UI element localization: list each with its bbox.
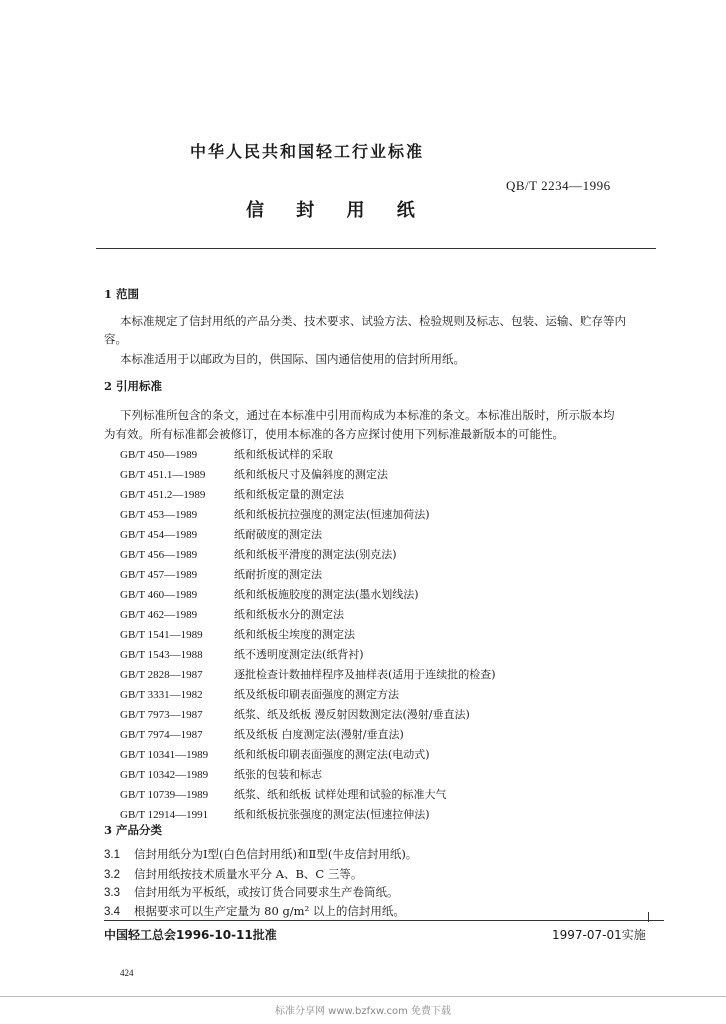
reference-name: 纸不透明度测定法(纸背衬) bbox=[234, 648, 364, 661]
reference-item bbox=[120, 526, 322, 542]
reference-name: 逐批检查计数抽样程序及抽样表(适用于连续批的检查) bbox=[234, 668, 496, 681]
reference-name: 纸张的包装和标志 bbox=[234, 768, 322, 781]
watermark-divider bbox=[0, 996, 726, 997]
reference-code: GB/T 451.1—1989 bbox=[120, 469, 206, 481]
section-1-para1-line1: 本标准规定了信封用纸的产品分类、技术要求、试验方法、检验规则及标志、包装、运输、贮存等内 bbox=[120, 314, 626, 328]
page-number: 424 bbox=[120, 968, 134, 978]
reference-code: GB/T 10341—1989 bbox=[120, 749, 209, 761]
reference-code: GB/T 451.2—1989 bbox=[120, 489, 206, 501]
footer-divider bbox=[104, 920, 664, 921]
reference-item bbox=[120, 506, 430, 522]
reference-code: GB/T 1541—1989 bbox=[120, 629, 203, 641]
reference-code: GB/T 450—1989 bbox=[120, 449, 198, 461]
clause-item bbox=[104, 846, 417, 862]
header-divider-tail bbox=[620, 248, 656, 249]
reference-name: 纸和纸板平滑度的测定法(别克法) bbox=[234, 548, 397, 561]
reference-code: GB/T 460—1989 bbox=[120, 589, 198, 601]
reference-item bbox=[120, 446, 333, 462]
clause-text: 信封用纸按技术质量水平分 A、B、C 三等。 bbox=[134, 867, 363, 881]
reference-code: GB/T 10342—1989 bbox=[120, 769, 209, 781]
section-1-heading: 1 范围 bbox=[104, 287, 140, 301]
reference-item bbox=[120, 786, 447, 802]
reference-code: GB/T 2828—1987 bbox=[120, 669, 203, 681]
clause-item bbox=[104, 903, 405, 919]
section-2-intro-line1: 下列标准所包含的条文，通过在本标准中引用而构成为本标准的条文。本标准出版时，所示版本均 bbox=[120, 408, 615, 422]
header-divider bbox=[96, 248, 656, 249]
standard-category-header: 中华人民共和国轻工行业标准 bbox=[190, 142, 425, 161]
reference-code: GB/T 12914—1991 bbox=[120, 809, 209, 821]
reference-item bbox=[120, 766, 322, 782]
clause-number: 3.1 bbox=[104, 849, 120, 861]
reference-name: 纸和纸板抗张强度的测定法(恒速拉伸法) bbox=[234, 808, 430, 821]
reference-name: 纸耐破度的测定法 bbox=[234, 528, 322, 541]
reference-code: GB/T 456—1989 bbox=[120, 549, 198, 561]
clause-number: 3.3 bbox=[104, 887, 120, 899]
footer-divider-tick bbox=[648, 912, 663, 922]
section-1-para1-line2: 容。 bbox=[104, 332, 127, 346]
clause-item bbox=[104, 866, 362, 882]
section-1-para2: 本标准适用于以邮政为目的，供国际、国内通信使用的信封所用纸。 bbox=[120, 352, 465, 366]
reference-code: GB/T 457—1989 bbox=[120, 569, 198, 581]
clause-item bbox=[104, 884, 399, 900]
clause-text: 信封用纸为平板纸，或按订货合同要求生产卷筒纸。 bbox=[134, 885, 399, 899]
reference-code: GB/T 7973—1987 bbox=[120, 709, 203, 721]
document-title: 信 封 用 纸 bbox=[246, 200, 428, 221]
reference-code: GB/T 1543—1988 bbox=[120, 649, 203, 661]
reference-item bbox=[120, 746, 430, 762]
reference-name: 纸浆、纸和纸板 试样处理和试验的标准大气 bbox=[234, 788, 447, 801]
reference-name: 纸和纸板水分的测定法 bbox=[234, 608, 344, 621]
reference-code: GB/T 462—1989 bbox=[120, 609, 198, 621]
reference-item bbox=[120, 666, 496, 682]
clause-number: 3.2 bbox=[104, 869, 120, 881]
reference-code: GB/T 3331—1982 bbox=[120, 689, 203, 701]
section-2-heading: 2 引用标准 bbox=[104, 379, 163, 393]
reference-name: 纸和纸板印刷表面强度的测定法(电动式) bbox=[234, 748, 430, 761]
reference-name: 纸和纸板试样的采取 bbox=[234, 448, 333, 461]
reference-code: GB/T 453—1989 bbox=[120, 509, 198, 521]
reference-item bbox=[120, 646, 364, 662]
reference-item bbox=[120, 546, 397, 562]
reference-item bbox=[120, 466, 388, 482]
reference-name: 纸和纸板尺寸及偏斜度的测定法 bbox=[234, 468, 388, 481]
section-3-heading: 3 产品分类 bbox=[104, 823, 163, 837]
reference-item bbox=[120, 726, 404, 742]
reference-item bbox=[120, 686, 399, 702]
reference-item bbox=[120, 706, 470, 722]
reference-name: 纸及纸板 白度测定法(漫射/垂直法) bbox=[234, 728, 404, 741]
reference-code: GB/T 10739—1989 bbox=[120, 789, 209, 801]
effective-date: 1997-07-01实施 bbox=[552, 928, 646, 942]
reference-item bbox=[120, 806, 430, 822]
watermark-text: 标准分享网 www.bzfxw.com 免费下载 bbox=[275, 1006, 451, 1017]
clause-text: 根据要求可以生产定量为 80 g/m² 以上的信封用纸。 bbox=[134, 904, 405, 918]
reference-item bbox=[120, 606, 344, 622]
reference-name: 纸浆、纸及纸板 漫反射因数测定法(漫射/垂直法) bbox=[234, 708, 470, 721]
reference-item bbox=[120, 586, 419, 602]
reference-name: 纸和纸板抗拉强度的测定法(恒速加荷法) bbox=[234, 508, 430, 521]
reference-item bbox=[120, 626, 355, 642]
reference-name: 纸及纸板印刷表面强度的测定方法 bbox=[234, 688, 399, 701]
reference-code: GB/T 7974—1987 bbox=[120, 729, 203, 741]
reference-name: 纸和纸板定量的测定法 bbox=[234, 488, 344, 501]
standard-code: QB/T 2234—1996 bbox=[506, 178, 611, 193]
clause-text: 信封用纸分为Ⅰ型(白色信封用纸)和Ⅱ型(牛皮信封用纸)。 bbox=[134, 847, 418, 861]
clause-number: 3.4 bbox=[104, 906, 120, 918]
approval-date: 中国轻工总会1996-10-11批准 bbox=[104, 928, 277, 942]
section-2-intro-line2: 为有效。所有标准都会被修订，使用本标准的各方应探讨使用下列标准最新版本的可能性。 bbox=[104, 427, 564, 441]
reference-name: 纸耐折度的测定法 bbox=[234, 568, 322, 581]
reference-item bbox=[120, 486, 344, 502]
reference-item bbox=[120, 566, 322, 582]
reference-name: 纸和纸板施胶度的测定法(墨水划线法) bbox=[234, 588, 419, 601]
reference-code: GB/T 454—1989 bbox=[120, 529, 198, 541]
reference-name: 纸和纸板尘埃度的测定法 bbox=[234, 628, 355, 641]
